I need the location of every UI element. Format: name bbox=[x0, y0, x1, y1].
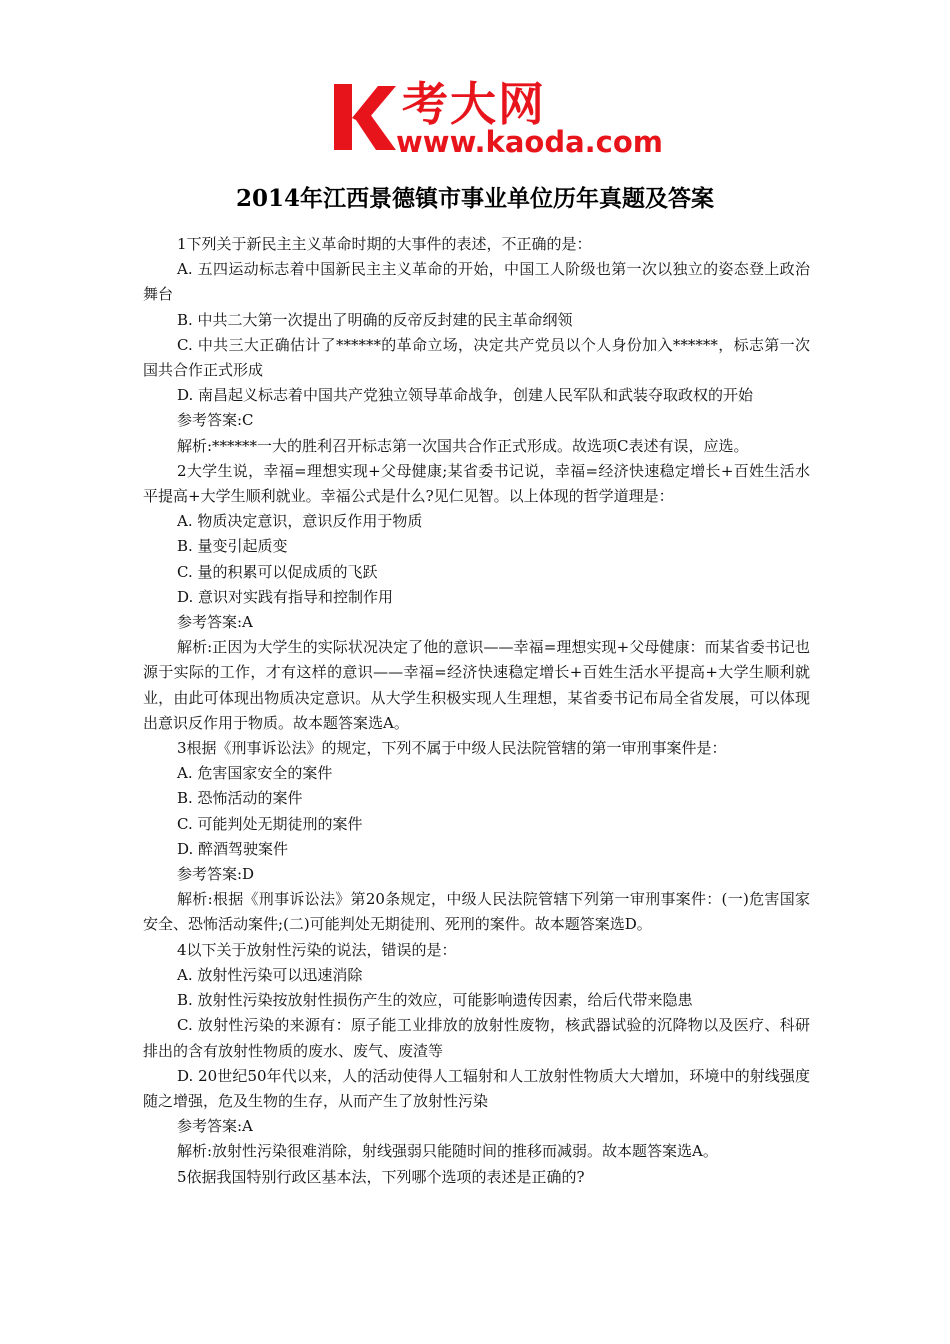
paragraph: A. 危害国家安全的案件 bbox=[177, 764, 333, 783]
paragraph: D. 南昌起义标志着中国共产党独立领导革命战争，创建人民军队和武装夺取政权的开始 bbox=[177, 386, 754, 405]
paragraph: C. 中共三大正确估计了******的革命立场，决定共产党员以个人身份加入******，标志第一次国共合作正式形成 bbox=[143, 335, 810, 380]
paragraph: 参考答案:D bbox=[177, 865, 255, 884]
paragraph: 解析:******一大的胜利召开标志第一次国共合作正式形成。故选项C表述有误，应选。 bbox=[177, 436, 749, 455]
paragraph: 参考答案:A bbox=[177, 613, 253, 632]
paragraph: A. 物质决定意识，意识反作用于物质 bbox=[177, 512, 423, 531]
paragraph: 5依据我国特别行政区基本法，下列哪个选项的表述是正确的? bbox=[177, 1167, 585, 1186]
paragraph: C. 量的积累可以促成质的飞跃 bbox=[177, 562, 378, 581]
paragraph: C. 可能判处无期徒刑的案件 bbox=[177, 814, 363, 833]
k-logo-icon bbox=[330, 80, 400, 154]
document-title: 2014年江西景德镇市事业单位历年真题及答案 bbox=[235, 185, 714, 212]
paragraph: 参考答案:C bbox=[177, 411, 254, 430]
paragraph: A. 五四运动标志着中国新民主主义革命的开始，中国工人阶级也第一次以独立的姿态登上政治舞台 bbox=[143, 260, 810, 304]
paragraph: 4以下关于放射性污染的说法，错误的是： bbox=[177, 940, 457, 959]
paragraph: 参考答案:A bbox=[177, 1117, 253, 1136]
paragraph: D. 醉酒驾驶案件 bbox=[177, 839, 289, 858]
paragraph: A. 放射性污染可以迅速消除 bbox=[177, 965, 363, 984]
paragraph: B. 放射性污染按放射性损伤产生的效应，可能影响遗传因素，给后代带来隐患 bbox=[177, 991, 693, 1010]
paragraph: 2大学生说，幸福=理想实现+父母健康;某省委书记说，幸福=经济快速稳定增长+百姓生活水平提高+大学生顺利就业。幸福公式是什么?见仁见智。以上体现的哲学道理是： bbox=[143, 461, 810, 506]
kaoda-logo[interactable] bbox=[330, 77, 663, 160]
paragraph: 1下列关于新民主主义革命时期的大事件的表述，不正确的是： bbox=[177, 235, 592, 253]
paragraph: 解析:放射性污染很难消除，射线强弱只能随时间的推移而减弱。故本题答案选A。 bbox=[177, 1142, 718, 1161]
paragraph: 解析:根据《刑事诉讼法》第20条规定，中级人民法院管辖下列第一审刑事案件：(一)危害国家安全、恐怖活动案件;(二)可能判处无期徒刑、死刑的案件。故本题答案选D。 bbox=[143, 890, 810, 934]
paragraph: B. 量变引起质变 bbox=[177, 537, 288, 556]
paragraph: B. 恐怖活动的案件 bbox=[177, 789, 303, 808]
paragraph: 3根据《刑事诉讼法》的规定，下列不属于中级人民法院管辖的第一审刑事案件是： bbox=[177, 739, 727, 758]
paragraph: D. 20世纪50年代以来，人的活动使得人工辐射和人工放射性物质大大增加，环境中的射线强度随之增强，危及生物的生存，从而产生了放射性污染 bbox=[143, 1066, 810, 1110]
paragraph: B. 中共二大第一次提出了明确的反帝反封建的民主革命纲领 bbox=[177, 310, 573, 329]
paragraph: 解析:正因为大学生的实际状况决定了他的意识——幸福=理想实现+父母健康：而某省委书记也源于实际的工作，才有这样的意识——幸福=经济快速稳定增长+百姓生活水平提高+大学生顺利就业，由此可体现出物质决定意识。从大学生积极实现人生理想，某省委书记布局全省发展，可以体现出意识反作用于物质。故本题答案选A。 bbox=[143, 638, 810, 732]
paragraph: C. 放射性污染的来源有：原子能工业排放的放射性废物，核武器试验的沉降物以及医疗、科研排出的含有放射性物质的废水、废气、废渣等 bbox=[143, 1016, 810, 1060]
document-body bbox=[143, 232, 810, 1190]
paragraph: D. 意识对实践有指导和控制作用 bbox=[177, 587, 394, 606]
logo-brand-text: 考大网 bbox=[402, 77, 546, 131]
logo-url-text[interactable]: www.kaoda.com bbox=[396, 125, 663, 159]
